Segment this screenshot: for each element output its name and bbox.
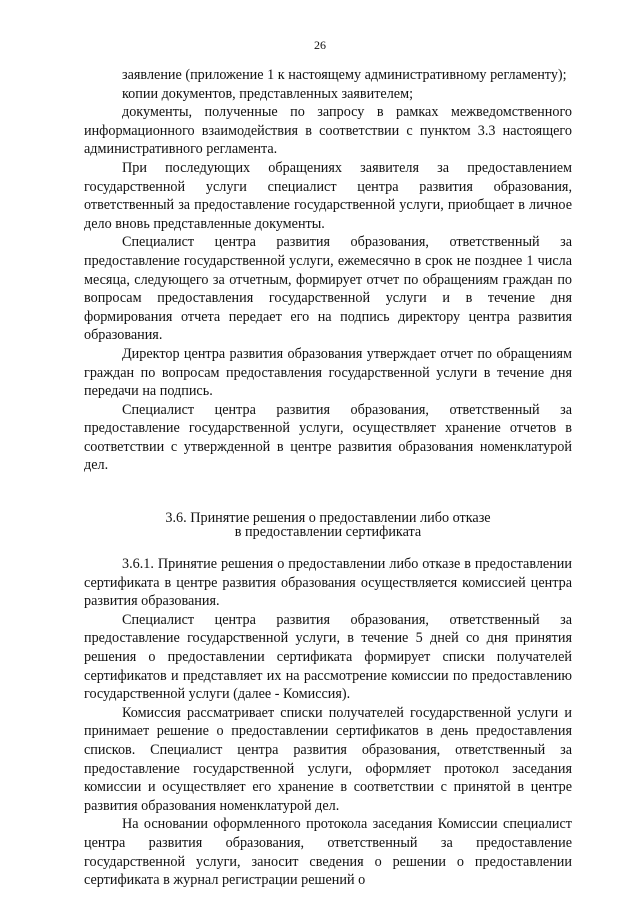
paragraph: При последующих обращениях заявителя за предоставлением государственной услуги специалист центра развития образования, ответственный за предоставление государственной услуги, приобщает в личное дело вновь представленные документы.	[84, 159, 572, 232]
section-heading-line: 3.6. Принятие решения о предоставлении либо отказе	[165, 510, 491, 527]
paragraph: Директор центра развития образования утверждает отчет по обращениям граждан по вопросам предоставления государственной услуги в течение дня передачи на подпись.	[84, 345, 572, 400]
paragraph: Специалист центра развития образования, ответственный за предоставление государственной услуги, ежемесячно в срок не позднее 1 числа месяца, следующего за отчетным, формирует отчет по обращениям граждан по вопросам предоставления государственной услуги и в течение дня формирования отчета передает его на подпись директору центра развития образования.	[84, 234, 572, 344]
section-heading-line: в предоставлении сертификата	[234, 524, 422, 541]
paragraph: 3.6.1. Принятие решения о предоставлении либо отказе в предоставлении сертификата в центре развития образования осуществляется комиссией центра развития образования.	[84, 556, 572, 610]
paragraph: На основании оформленного протокола заседания Комиссии специалист центра развития образования, ответственный за предоставление государственной услуги, заносит сведения о решении о предоставлении сертификата в журнал регистрации решений о	[84, 816, 572, 889]
paragraph: Комиссия рассматривает списки получателей государственной услуги и принимает решение о предоставлении сертификатов в день предоставления списков. Специалист центра развития образования, ответственный за предоставление государственной услуги, оформляет протокол заседания комиссии и осуществляет его хранение в соответствии с принятой в центре развития образования номенклатурой дел.	[84, 704, 572, 814]
paragraph: документы, полученные по запросу в рамках межведомственного информационного взаимодействия в соответствии с пунктом 3.3 настоящего административного регламента.	[84, 104, 572, 158]
page-number: 26	[314, 38, 326, 52]
paragraph: Специалист центра развития образования, ответственный за предоставление государственной услуги, в течение 5 дней со дня принятия решения о предоставлении сертификата формирует списки получателей сертификатов и представляет их на рассмотрение комиссии по предоставлению государственной услуги (далее - Комиссия).	[84, 611, 572, 703]
paragraph: заявление (приложение 1 к настоящему административному регламенту);	[122, 67, 567, 83]
paragraph: копии документов, представленных заявителем;	[122, 85, 414, 102]
paragraph: Специалист центра развития образования, ответственный за предоставление государственной услуги, осуществляет хранение отчетов в соответствии с утвержденной в центре развития образования номенклатурой дел.	[84, 401, 572, 474]
section-heading	[84, 511, 572, 539]
document-body	[84, 66, 572, 890]
